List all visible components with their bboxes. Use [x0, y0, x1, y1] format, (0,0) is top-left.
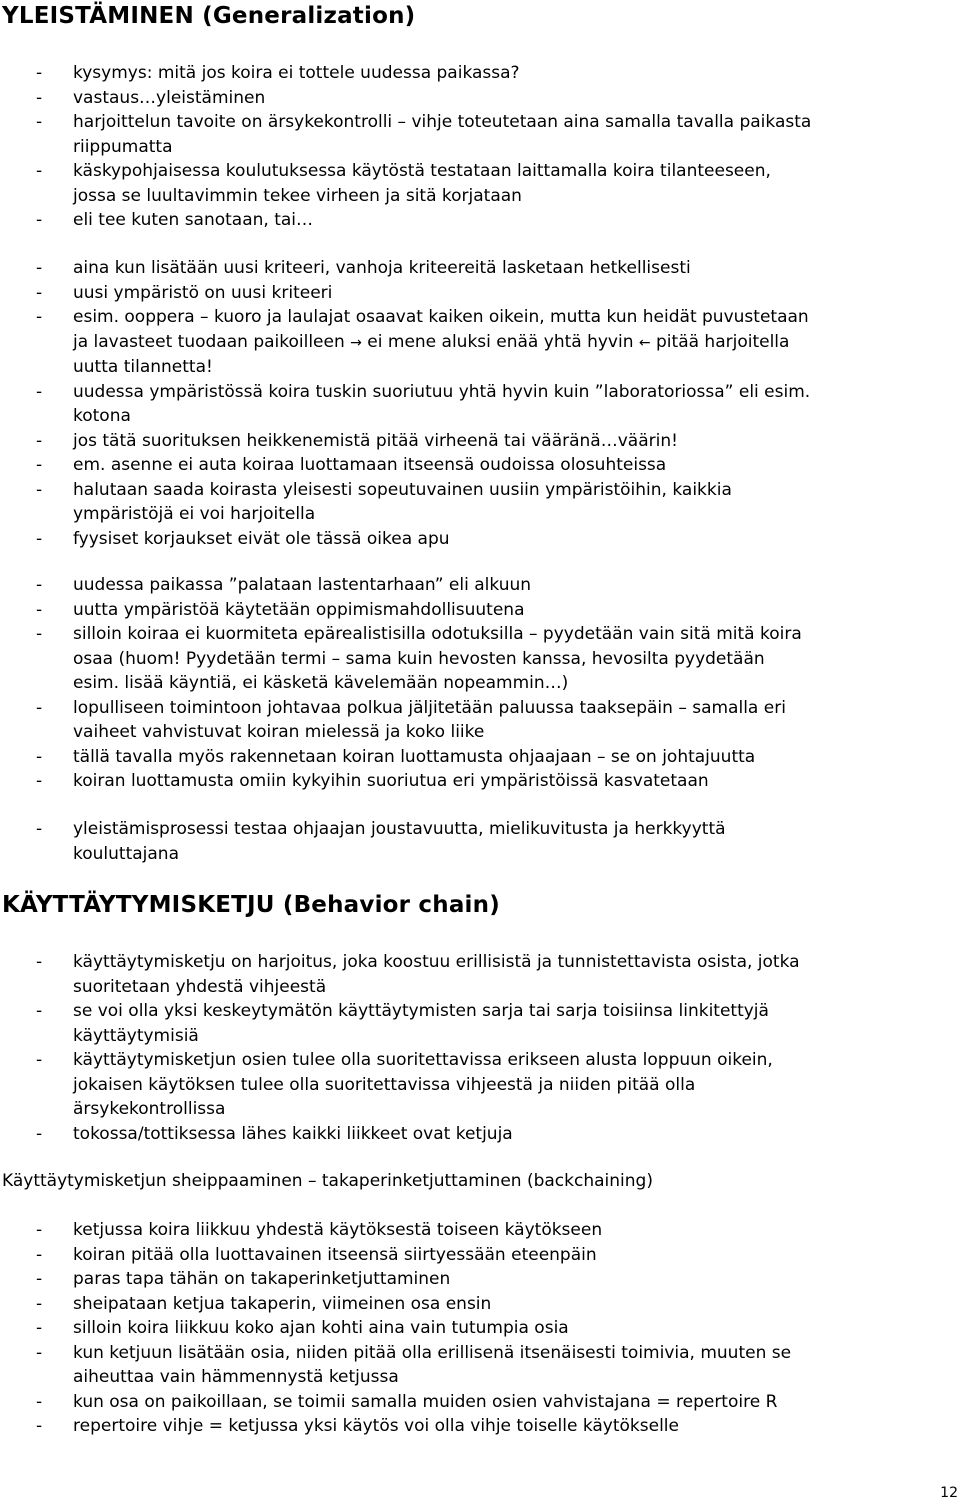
list-item	[0, 429, 958, 454]
list-item-text: aina kun lisätään uusi kriteeri, vanhoja kriteereitä lasketaan hetkellisesti	[73, 258, 691, 278]
list-item-text: kun osa on paikoillaan, se toimii samalla muiden osien vahvistajana = repertoire R	[73, 1391, 778, 1412]
list-item-text: eli tee kuten sanotaan, tai…	[73, 210, 314, 230]
list-item	[0, 999, 958, 1048]
list-item	[0, 256, 958, 281]
list-item	[0, 110, 958, 159]
list-item-text: koiran luottamusta omiin kykyihin suoriutua eri ympäristöissä kasvatetaan	[73, 771, 709, 791]
page-number: 12	[940, 1485, 958, 1501]
bullet-list-behavior-chain	[0, 950, 958, 1146]
bullet-dash: -	[36, 952, 43, 972]
list-item-text: vastaus…yleistäminen	[73, 87, 266, 108]
bullet-dash: -	[36, 1342, 43, 1363]
list-item-text: tokossa/tottiksessa lähes kaikki liikkeet ovat ketjuja	[73, 1123, 513, 1144]
section-heading-behavior-chain: KÄYTTÄYTYMISKETJU (Behavior chain)	[2, 892, 500, 918]
list-item-opera-example	[0, 305, 958, 380]
list-item	[0, 1316, 958, 1341]
list-item	[0, 527, 958, 552]
bullet-list-generalization-intro	[0, 61, 958, 233]
bullet-dash: -	[36, 258, 43, 278]
bullet-dash: -	[36, 161, 43, 181]
list-item-text: käskypohjaisessa koulutuksessa käytöstä testataan laittamalla koira tilanteeseen, jossa se luultavimmin tekee virheen ja sitä korjataan	[73, 161, 771, 206]
list-item	[0, 478, 958, 527]
bullet-list-new-place	[0, 573, 958, 794]
list-item-text: käyttäytymisketjun osien tulee olla suoritettavissa erikseen alusta loppuun oikein, jokaisen käytöksen tulee olla suoritettavissa vihjeestä ja niiden pitää olla ärsykekontrollissa	[73, 1050, 773, 1119]
list-item-text: jos tätä suorituksen heikkenemistä pitää virheenä tai vääränä…väärin!	[73, 430, 678, 451]
bullet-dash: -	[36, 1220, 43, 1240]
bullet-dash: -	[36, 1293, 43, 1314]
bullet-dash: -	[36, 624, 43, 644]
list-item	[0, 745, 958, 770]
bullet-dash: -	[36, 381, 43, 402]
bullet-dash: -	[36, 1269, 43, 1289]
list-item-text: silloin koira liikkuu koko ajan kohti aina vain tutumpia osia	[73, 1318, 569, 1338]
list-item	[0, 159, 958, 208]
list-item	[0, 1292, 958, 1317]
list-item	[0, 281, 958, 306]
list-item-text: uudessa ympäristössä koira tuskin suoriutuu yhtä hyvin kuin ”laboratoriossa” eli esim. kotona	[73, 381, 811, 426]
list-item-text: ketjussa koira liikkuu yhdestä käytöksestä toiseen käytökseen	[73, 1220, 603, 1240]
list-item-text: silloin koiraa ei kuormiteta epärealistisilla odotuksilla – pyydetään vain sitä mitä koira osaa (huom! Pyydetään termi – sama kuin hevosten kanssa, hevosilta pyydetään esim. lisää käyntiä, ei käsketä kävelemään nopeammin…)	[73, 624, 802, 693]
bullet-dash: -	[36, 1318, 43, 1338]
bullet-dash: -	[36, 112, 43, 132]
list-item-text: koiran pitää olla luottavainen itseensä siirtyessään eteenpäin	[73, 1244, 597, 1265]
list-item	[0, 1048, 958, 1122]
bullet-dash: -	[36, 746, 43, 767]
list-item	[0, 380, 958, 429]
bullet-dash: -	[36, 282, 43, 303]
list-item	[0, 950, 958, 999]
list-item	[0, 453, 958, 478]
list-item-text: tällä tavalla myös rakennetaan koiran luottamusta ohjaajaan – se on johtajuutta	[73, 746, 756, 767]
list-item	[0, 1267, 958, 1292]
list-item-text: uudessa paikassa ”palataan lastentarhaan” eli alkuun	[73, 575, 532, 595]
list-item	[0, 1390, 958, 1415]
list-item	[0, 1243, 958, 1268]
list-item-text: se voi olla yksi keskeytymätön käyttäytymisten sarja tai sarja toisiinsa linkitettyjä käyttäytymisiä	[73, 1001, 769, 1046]
list-item-text: yleistämisprosessi testaa ohjaajan joustavuutta, mielikuvitusta ja herkkyyttä kouluttajana	[73, 819, 726, 864]
arrow-right-icon: →	[350, 334, 362, 351]
list-item-text: uutta ympäristöä käytetään oppimismahdollisuutena	[73, 599, 525, 620]
opera-text-part3: pitää harjoitella uutta tilannetta!	[73, 331, 790, 377]
list-item-text: em. asenne ei auta koiraa luottamaan itseensä oudoissa olosuhteissa	[73, 455, 667, 475]
bullet-list-backchaining	[0, 1218, 958, 1439]
bullet-dash: -	[36, 1123, 43, 1144]
list-item	[0, 1341, 958, 1390]
opera-text-part1: esim. ooppera – kuoro ja laulajat osaavat kaiken oikein, mutta kun heidät puvustetaan ja lavasteet tuodaan paikoilleen	[73, 307, 809, 352]
list-item	[0, 1414, 958, 1439]
list-item	[0, 1218, 958, 1243]
list-item	[0, 1122, 958, 1147]
bullet-dash: -	[36, 528, 43, 549]
bullet-dash: -	[36, 307, 43, 327]
bullet-dash: -	[36, 1001, 43, 1021]
bullet-dash: -	[36, 599, 43, 620]
bullet-dash: -	[36, 87, 43, 108]
bullet-dash: -	[36, 697, 43, 718]
list-item	[0, 86, 958, 111]
bullet-dash: -	[36, 455, 43, 475]
opera-text-part2: ei mene aluksi enää yhtä hyvin	[361, 331, 639, 352]
list-item	[0, 208, 958, 233]
list-item-text: lopulliseen toimintoon johtavaa polkua jäljitetään paluussa taaksepäin – samalla eri vaiheet vahvistuvat koiran mielessä ja koko liike	[73, 697, 786, 742]
list-item-text: sheipataan ketjua takaperin, viimeinen osa ensin	[73, 1293, 492, 1314]
bullet-dash: -	[36, 1416, 43, 1436]
bullet-dash: -	[36, 430, 43, 451]
bullet-dash: -	[36, 771, 43, 791]
list-item-text: kysymys: mitä jos koira ei tottele uudessa paikassa?	[73, 63, 520, 83]
list-item	[0, 769, 958, 794]
list-item	[0, 598, 958, 623]
bullet-dash: -	[36, 210, 43, 230]
list-item-text: repertoire vihje = ketjussa yksi käytös voi olla vihje toiselle käytökselle	[73, 1416, 679, 1436]
subheading-backchaining: Käyttäytymisketjun sheippaaminen – takaperinketjuttaminen (backchaining)	[2, 1171, 653, 1191]
list-item	[0, 622, 958, 696]
list-item	[0, 61, 958, 86]
section-heading-generalization: YLEISTÄMINEN (Generalization)	[2, 3, 416, 29]
bullet-dash: -	[36, 1050, 43, 1070]
list-item	[0, 573, 958, 598]
list-item-text: käyttäytymisketju on harjoitus, joka koostuu erillisistä ja tunnistettavista osista, jotka suoritetaan yhdestä vihjeestä	[73, 952, 800, 997]
list-item	[0, 696, 958, 745]
list-item	[0, 817, 958, 866]
arrow-left-icon: ←	[638, 334, 651, 351]
list-item-text: kun ketjuun lisätään osia, niiden pitää olla erillisenä itsenäisesti toimivia, muuten se aiheuttaa vain hämmennystä ketjussa	[73, 1342, 792, 1387]
bullet-dash: -	[36, 63, 43, 83]
bullet-list-generalization-process	[0, 817, 958, 866]
bullet-dash: -	[36, 819, 43, 839]
list-item-text: harjoittelun tavoite on ärsykekontrolli – vihje toteutetaan aina samalla tavalla paikasta riippumatta	[73, 112, 812, 157]
bullet-dash: -	[36, 1244, 43, 1265]
list-item-text	[73, 305, 958, 380]
bullet-dash: -	[36, 479, 43, 500]
bullet-dash: -	[36, 1391, 43, 1412]
list-item-text: uusi ympäristö on uusi kriteeri	[73, 282, 333, 303]
list-item-text: paras tapa tähän on takaperinketjuttaminen	[73, 1269, 451, 1289]
bullet-dash: -	[36, 575, 43, 595]
list-item-text: fyysiset korjaukset eivät ole tässä oikea apu	[73, 528, 450, 549]
bullet-list-new-criteria	[0, 256, 958, 551]
list-item-text: halutaan saada koirasta yleisesti sopeutuvainen uusiin ympäristöihin, kaikkia ympäristöjä ei voi harjoitella	[73, 479, 732, 524]
